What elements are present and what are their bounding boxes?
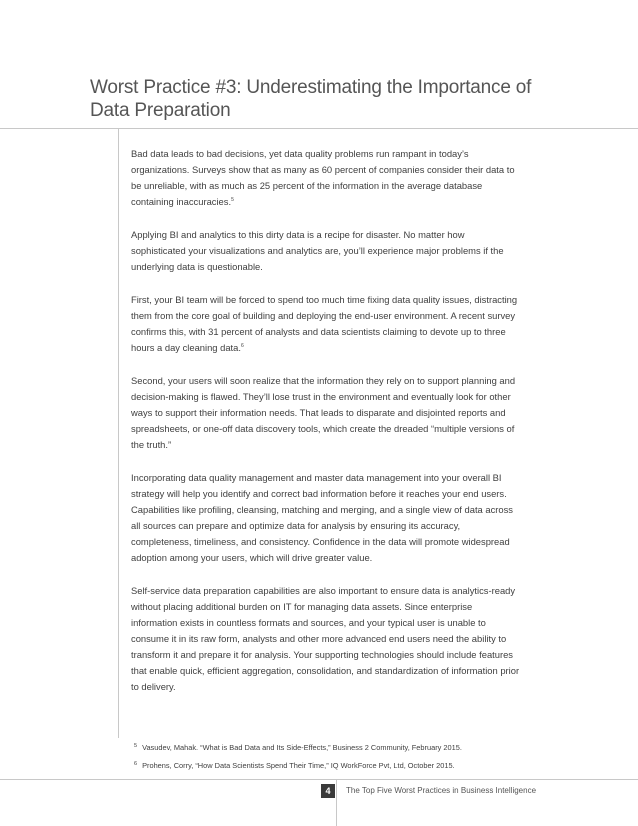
page-number: 4 [321, 784, 335, 798]
footnotes [134, 743, 554, 779]
header-divider [0, 128, 638, 129]
paragraph-text: Second, your users will soon realize that the information they rely on to support planning and decision-making is flawed. They’ll lose trust in the environment and eventually look for other ways to support their information needs. That leads to disparate and disjointed reports and spreadsheets, or one-off data discovery tools, which create the dreaded “multiple versions of the truth.” [131, 375, 516, 450]
paragraph-text: First, your BI team will be forced to spend too much time fixing data quality issues, distracting them from the core goal of building and deploying the end-user environment. A recent survey confirms this, with 31 percent of analysts and data scientists claiming to devote up to three hours a day cleaning data. [131, 294, 518, 353]
footnote-text: Vasudev, Mahak. “What is Bad Data and Its Side-Effects,” Business 2 Community, February 2015. [142, 743, 462, 752]
footnote-ref: 5 [231, 196, 234, 203]
footnote [134, 743, 554, 753]
footnote-number: 6 [134, 760, 138, 767]
paragraph-text: Bad data leads to bad decisions, yet data quality problems run rampant in today’s organizations. Surveys show that as many as 60 percent of companies consider their data to be unreliable, with as much as 25 percent of the information in the average database containing inaccuracies. [131, 148, 515, 207]
paragraph [131, 470, 521, 566]
running-title: The Top Five Worst Practices in Business Intelligence [346, 786, 537, 795]
paragraph [131, 227, 521, 275]
footnote-text: Prohens, Corry, “How Data Scientists Spend Their Time,” IQ WorkForce Pvt, Ltd, October 2015. [142, 761, 455, 770]
paragraph-text: Incorporating data quality management and master data management into your overall BI strategy will help you identify and correct bad information before it reaches your end users. Capabilities like profiling, cleansing, matching and merging, and a single view of data across all sources can prepare and optimize data for analysis by ensuring its accuracy, completeness, timeliness, and consistency. Confidence in the data will promote widespread adoption among your users, which will drive greater value. [131, 472, 513, 563]
paragraph-text: Self-service data preparation capabilities are also important to ensure data is analytics-ready without placing additional burden on IT for managing data assets. Since enterprise information exists in countless formats and sources, and your typical user is unable to consume it in its raw form, analysts and other more advanced end users need the ability to transform it and prepare it for analysis. Your supporting technologies should include features that enable quick, efficient aggregation, consolidation, and standardization of information prior to delivery. [131, 585, 520, 692]
body-text [131, 146, 521, 712]
paragraph-text: Applying BI and analytics to this dirty data is a recipe for disaster. No matter how sophisticated your visualizations and analytics are, you’ll experience major problems if the underlying data is questionable. [131, 229, 504, 272]
page-title: Worst Practice #3: Underestimating the Importance of Data Preparation [90, 77, 532, 121]
footer-vertical-divider [336, 780, 337, 826]
footnote-ref: 6 [240, 342, 244, 349]
footer-divider [0, 779, 638, 780]
margin-divider [118, 128, 119, 738]
paragraph [131, 583, 521, 695]
footnote [134, 761, 554, 771]
footnote-number: 5 [134, 742, 138, 749]
paragraph [131, 146, 521, 210]
paragraph [131, 292, 521, 356]
paragraph [131, 373, 521, 453]
